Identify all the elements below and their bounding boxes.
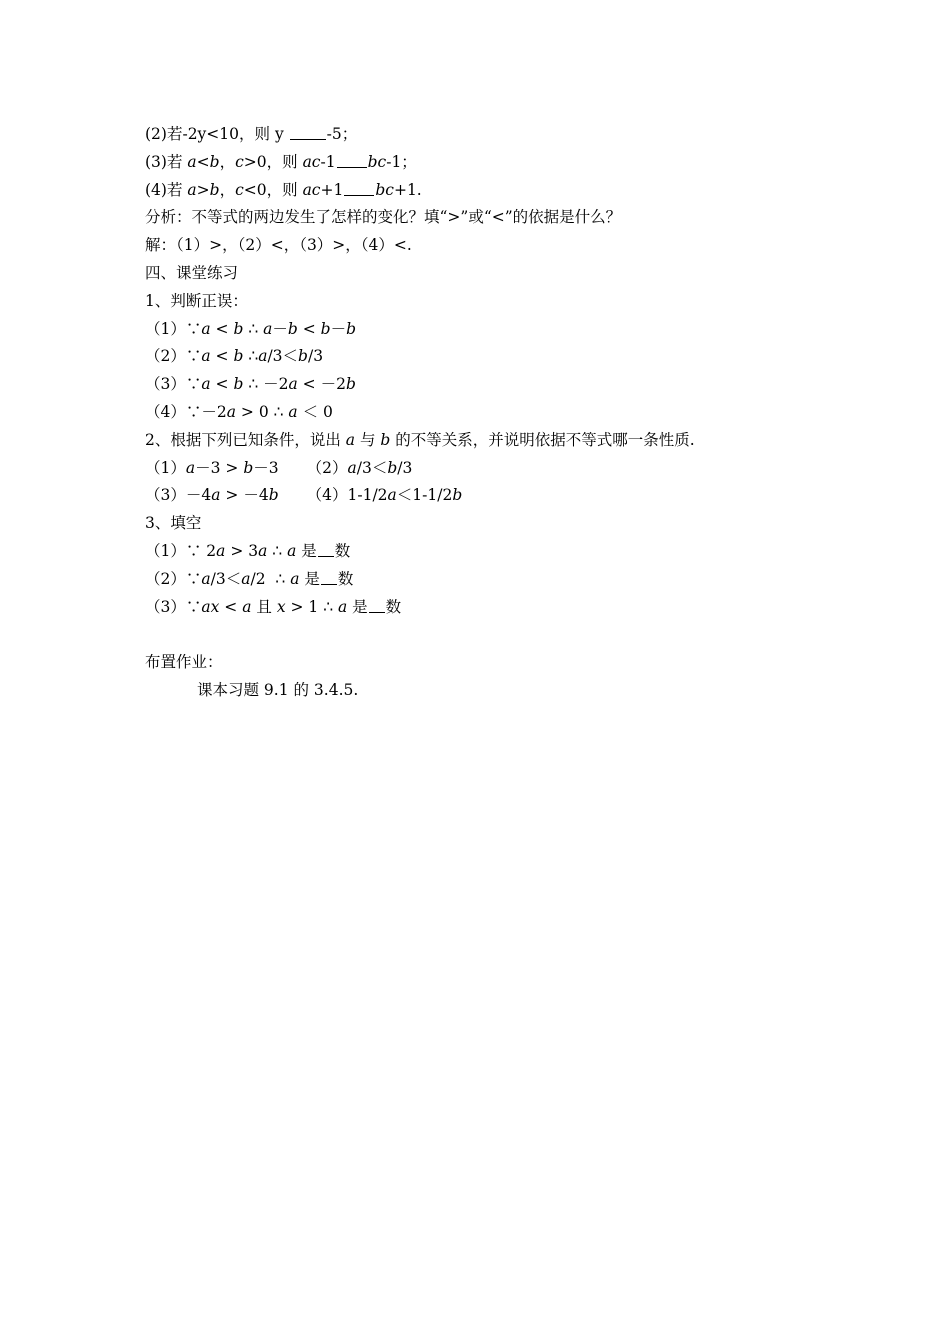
text-segment: （3）∵ (145, 375, 202, 394)
text-segment: <0，则 (243, 180, 303, 199)
section-heading (145, 260, 845, 288)
text-segment: （1） (145, 458, 186, 477)
math-variable: b (346, 319, 357, 338)
answer-blank (321, 570, 337, 585)
text-segment: 解：（1）>，（2）<，（3）>，（4）<. (145, 236, 412, 255)
text-segment: － (330, 319, 347, 338)
text-segment: （2）∵ (145, 347, 202, 366)
text-segment: > 3 (225, 541, 259, 560)
question-2-heading (145, 427, 845, 455)
text-segment: 是 (296, 541, 317, 560)
q1-item-3 (145, 371, 845, 399)
text-segment: +1. (393, 180, 422, 199)
text-segment: （1）∵ 2 (145, 541, 217, 560)
answer-blank (337, 153, 367, 168)
text-segment: /3＜ (267, 347, 299, 366)
q3-item-2 (145, 566, 845, 594)
text-segment: 课本习题 9.1 的 3.4.5. (197, 680, 359, 699)
math-variable: b (345, 375, 356, 394)
math-variable: ac (302, 180, 321, 199)
math-variable: bc (375, 180, 394, 199)
text-segment: ∴ (243, 347, 259, 366)
math-variable: b (243, 458, 254, 477)
q2-row-1 (145, 455, 845, 483)
q1-item-4 (145, 399, 845, 427)
text-segment: > 1 ∴ (285, 597, 338, 616)
math-variable: a (201, 569, 211, 588)
analysis-line (145, 204, 845, 232)
text-segment: ＜ 0 (297, 402, 333, 421)
answer-blank (369, 598, 385, 613)
text-segment: ， (219, 180, 236, 199)
answer-line (145, 232, 845, 260)
math-variable: b (268, 486, 279, 505)
math-variable: a (242, 597, 252, 616)
answer-blank (290, 125, 326, 140)
question-3-heading (145, 510, 845, 538)
text-segment: < (210, 347, 234, 366)
math-variable: b (452, 486, 463, 505)
text-segment: ∴ (267, 541, 288, 560)
question-1-heading (145, 288, 845, 316)
text-segment: － (272, 319, 288, 338)
text-segment: 数 (385, 597, 402, 616)
text-segment: (2)若-2y<10，则 y (145, 125, 289, 143)
text-segment: ， (219, 152, 236, 171)
q1-item-1 (145, 316, 845, 344)
math-variable: b (287, 319, 298, 338)
text-segment: ∴ (243, 319, 264, 338)
math-variable: a (387, 486, 397, 505)
text-segment: < (297, 319, 321, 338)
math-variable: a (211, 486, 221, 505)
text-segment: （2） (306, 458, 348, 477)
text-segment: 分析：不等式的两边发生了怎样的变化？填“>”或“<”的依据是什么？ (145, 208, 622, 227)
text-segment: 数 (334, 541, 351, 560)
text-segment: /3＜ (210, 569, 242, 588)
text-segment: < (210, 319, 234, 338)
text-segment: /3＜ (356, 458, 388, 477)
math-variable: a (288, 375, 298, 394)
text-segment: -1 (320, 152, 336, 171)
math-variable: b (380, 430, 391, 449)
text-segment: -5； (326, 125, 358, 143)
math-variable: c (235, 180, 244, 199)
math-variable: b (209, 152, 220, 171)
text-segment: -1； (386, 152, 417, 171)
text-segment: （4）∵－2 (145, 402, 227, 421)
text-segment: /3 (397, 458, 413, 477)
math-variable: a (345, 430, 356, 449)
exercise-3-line (145, 149, 845, 177)
answer-blank (318, 542, 334, 557)
homework-heading (145, 649, 845, 677)
q1-item-2 (145, 343, 845, 371)
text-segment: < (210, 375, 234, 394)
text-segment: > 0 ∴ (235, 402, 289, 421)
math-variable: a (337, 597, 348, 616)
math-variable: bc (367, 152, 387, 171)
math-variable: b (320, 319, 331, 338)
math-variable: a (263, 319, 273, 338)
math-variable: b (209, 180, 220, 199)
text-segment: 的不等关系，并说明依据不等式哪一条性质. (390, 430, 695, 449)
math-variable: ax (201, 597, 220, 616)
text-segment: > (196, 180, 210, 199)
math-variable: b (233, 319, 244, 338)
math-variable: a (288, 402, 298, 421)
math-variable: a (226, 402, 236, 421)
text-segment: 1、判断正误： (145, 291, 248, 310)
math-variable: a (201, 347, 211, 366)
math-variable: a (187, 152, 197, 171)
q2-row-2 (145, 482, 845, 510)
math-variable: ac (302, 152, 321, 171)
math-variable: b (387, 458, 398, 477)
text-segment: （1）∵ (145, 319, 202, 338)
text-segment: < (196, 152, 210, 171)
text-segment: （3）－4 (145, 486, 212, 505)
text-segment: > －4 (220, 486, 269, 505)
document-page (145, 121, 845, 705)
math-variable: c (235, 152, 244, 171)
blank-line (145, 621, 845, 649)
math-variable: x (276, 597, 286, 616)
math-variable: b (233, 375, 244, 394)
math-variable: a (187, 180, 197, 199)
text-segment: 数 (337, 569, 354, 588)
text-segment: －3 > (195, 458, 244, 477)
text-segment: 是 (299, 569, 320, 588)
math-variable: a (258, 541, 268, 560)
q3-item-1 (145, 538, 845, 566)
text-segment: /3 (307, 347, 324, 366)
math-variable: a (258, 347, 268, 366)
math-variable: a (201, 319, 211, 338)
math-variable: a (287, 541, 297, 560)
text-segment: －3 (253, 458, 279, 477)
math-variable: a (347, 458, 357, 477)
text-segment: 与 (355, 430, 381, 449)
text-segment: +1 (320, 180, 344, 199)
math-variable: b (233, 347, 244, 366)
exercise-4-line (145, 177, 845, 205)
text-segment: < (219, 597, 243, 616)
math-variable: a (185, 458, 196, 477)
math-variable: a (216, 541, 226, 560)
text-segment: (4)若 (145, 180, 188, 199)
text-segment: (3)若 (145, 152, 188, 171)
exercise-2-line (145, 121, 845, 149)
text-segment: >0，则 (243, 152, 303, 171)
homework-content (145, 677, 845, 705)
answer-blank (344, 181, 374, 196)
text-segment: < －2 (297, 375, 346, 394)
math-variable: a (201, 375, 211, 394)
text-segment: （2）∵ (145, 569, 202, 588)
text-segment: 四、课堂练习 (145, 263, 239, 282)
math-variable: a (290, 569, 300, 588)
text-segment: /2 ∴ (250, 569, 291, 588)
text-segment: 是 (347, 597, 368, 616)
text-segment: ∴ －2 (243, 375, 289, 394)
math-variable: b (298, 347, 308, 366)
q3-item-3 (145, 594, 845, 622)
text-segment: 2、根据下列已知条件，说出 (145, 430, 346, 449)
text-segment: 3、填空 (145, 514, 202, 533)
text-segment: 布置作业： (145, 653, 223, 672)
text-segment: 且 (251, 597, 277, 616)
math-variable: a (241, 569, 251, 588)
text-segment: ＜1-1/2 (396, 486, 453, 505)
text-segment: （4）1-1/2 (306, 486, 388, 505)
text-segment: （3）∵ (145, 597, 202, 616)
